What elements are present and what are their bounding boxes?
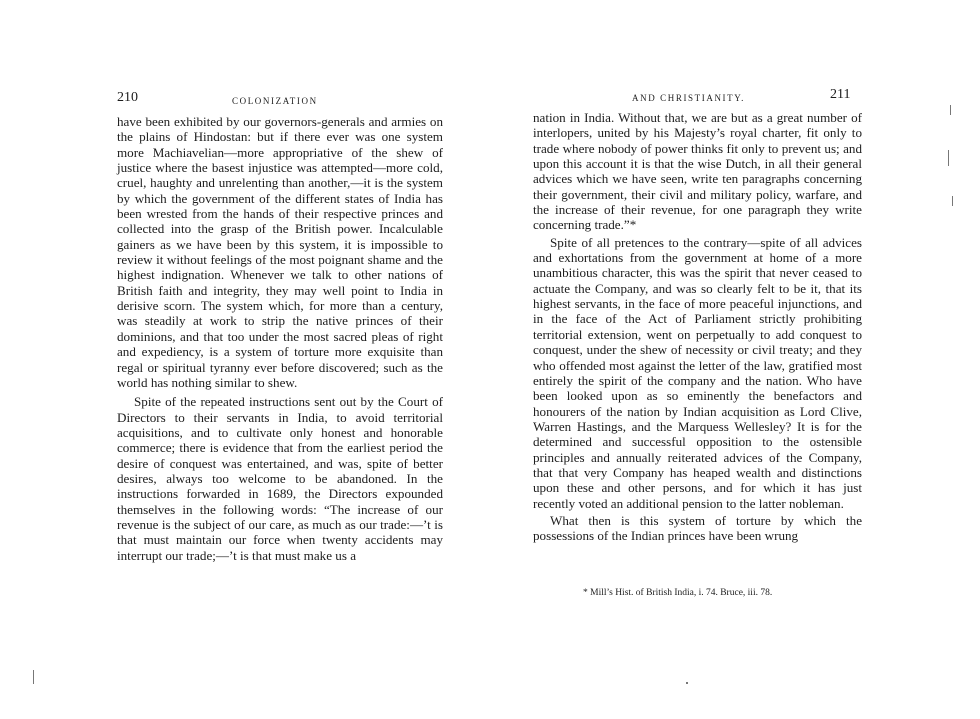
margin-mark [686,682,688,684]
paragraph: Spite of the repeated instructions sent out by the Court of Directors to their servants in India, to avoid territorial acquisitions, and to cultivate only honest and honorable commerce; there is evidence that from the earliest period the desire of conquest was entertained, and was, spite of better desires, always too welcome to be abandoned. In the instructions forwarded in 1689, the Directors expounded themselves in the following words: “The increase of our revenue is the subject of our care, as much as our trade:—’t is that must maintain our force when twenty accidents may interrupt our trade;—’t is that must make us a [117,394,443,563]
left-text-block [117,114,443,563]
right-text-block [533,110,862,544]
footnote: * Mill’s Hist. of British India, i. 74. Bruce, iii. 78. [583,588,773,598]
margin-mark [33,670,34,684]
paragraph: have been exhibited by our governors-generals and armies on the plains of Hindostan: but if there ever was one system more Machiavelian—more appropriative of the shew of justice where the basest injustice was attempted—more cold, cruel, haughty and unrelenting than another,—it is the system by which the government of the different states of India has been wrested from the hands of their respective princes and collected into the grasp of the British power. Incalculable gainers as we have been by this system, it is impossible to review it without feelings of the most poignant shame and the highest indignation. Whenever we talk to other nations of British faith and integrity, they may well point to India in derisive scorn. The system which, for more than a century, was steadily at work to strip the native princes of their dominions, and that too under the most sacred pleas of right and expediency, is a system of torture more exquisite than regal or spiritual tyranny ever before discovered; such as the world has nothing similar to shew. [117,114,443,390]
paragraph: nation in India. Without that, we are but as a great number of interlopers, united by his Majesty’s royal charter, fit only to trade where nobody of power thinks fit only to prevent us; and upon this account it is that the wise Dutch, in all their general advices which we have seen, write ten paragraphs concerning their government, their civil and military policy, warfare, and the increase of their revenue, for one paragraph they write concerning trade.”* [533,110,862,233]
margin-mark [950,105,951,115]
paragraph: Spite of all pretences to the contrary—spite of all advices and exhortations from the government at home of a more unambitious character, this was the spirit that never ceased to actuate the Company, and was so clearly felt to be it, that its highest servants, in the face of more peaceful injunctions, and in the face of the Act of Parliament strictly prohibiting territorial extension, went on perpetually to add conquest to conquest, under the shew of necessity or civil treaty; and they who offended most against the letter of the law, gratified most entirely the spirit of the company and the nation. Who have been looked upon as so eminently the benefactors and honourers of the nation by Indian acquisition as Lord Clive, Warren Hastings, and the Marquess Wellesley? It is for the determined and successful opposition to the ostensible principles and annually reiterated advices of the Company, that that very Company has heaped wealth and distinctions upon these and other persons, and for which it has just recently voted an additional pension to the latter nobleman. [533,234,862,511]
page-number-right: 211 [830,87,851,102]
running-head-left: COLONIZATION [232,96,318,106]
margin-mark [952,196,953,206]
page-number-left: 210 [117,90,138,105]
paragraph: What then is this system of torture by which the possessions of the Indian princes have been wrung [533,512,862,544]
right-page [490,0,980,719]
margin-mark [948,150,949,166]
running-head-right: AND CHRISTIANITY. [632,93,746,103]
